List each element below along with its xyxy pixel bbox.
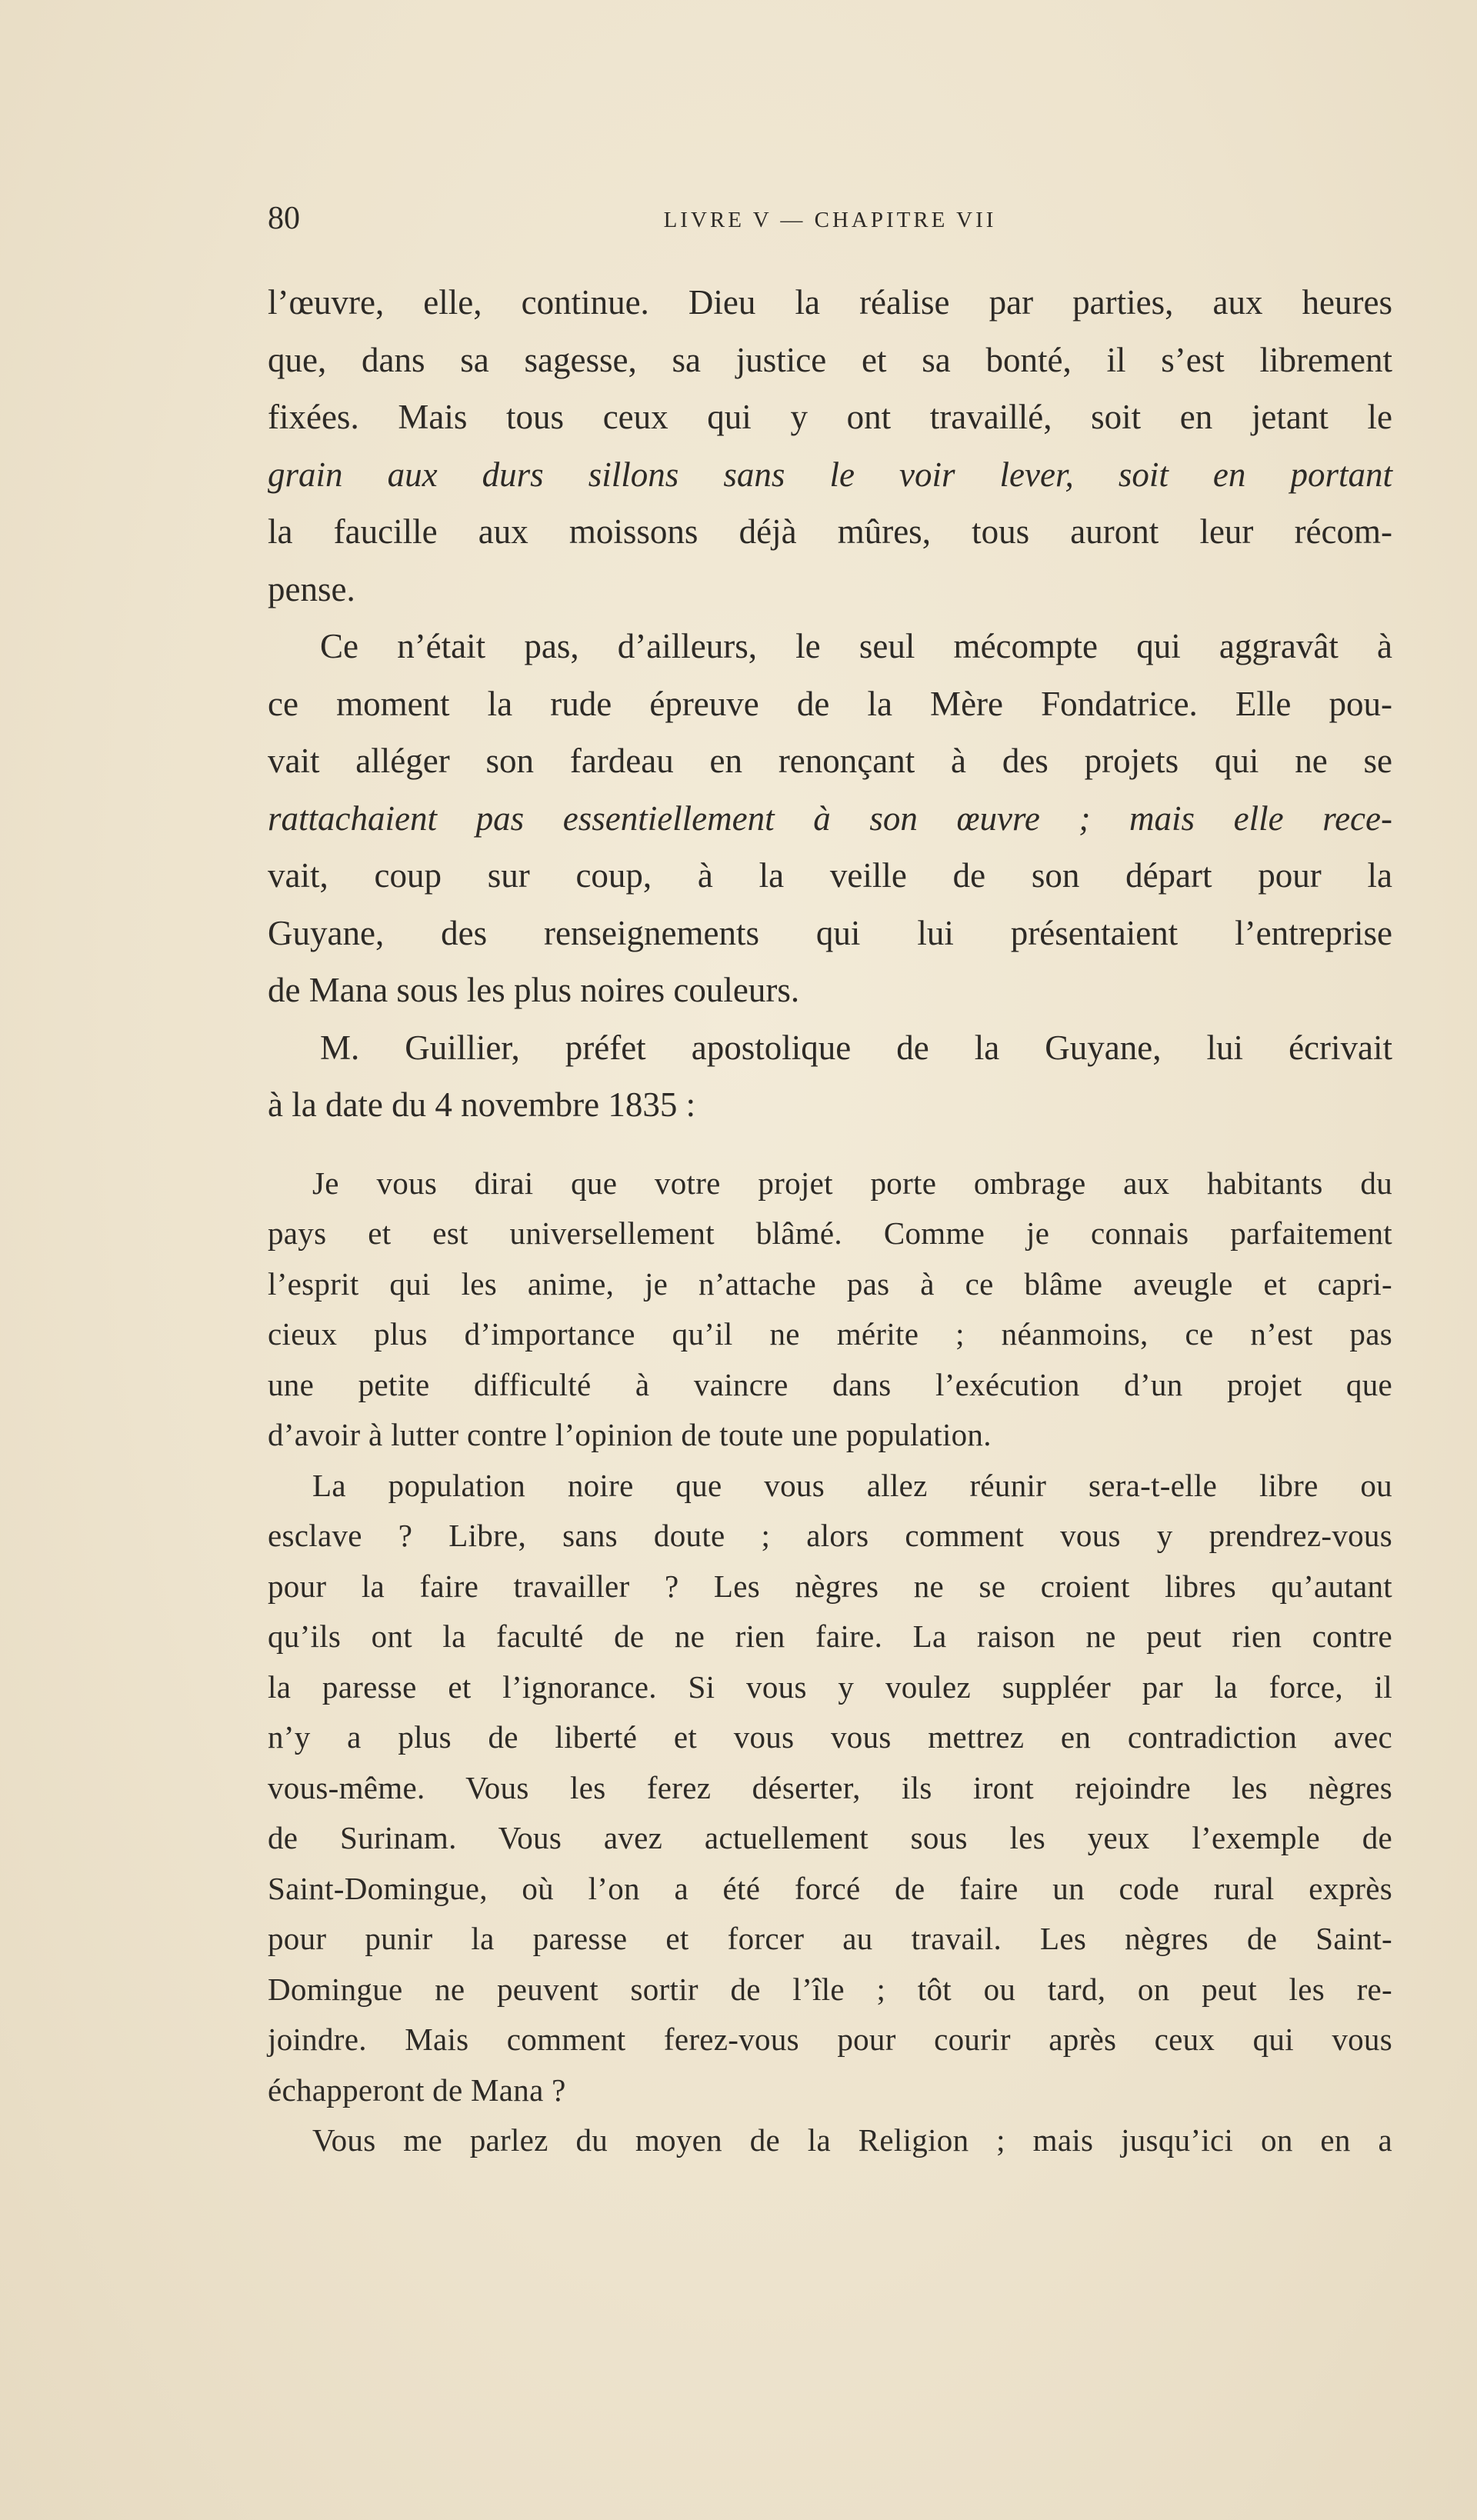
quoted-letter [268,1158,1392,2166]
page-number: 80 [268,201,300,236]
text-line: M. Guillier, préfet apostolique de la Guyane, lui écrivait [320,1028,1392,1067]
text-line: Je vous dirai que votre projet porte ombrage aux habitants du [312,1165,1392,1201]
text-line: la paresse et l’ignorance. Si vous y voulez suppléer par la force, il [268,1668,1392,1705]
quote-paragraph [268,1158,1392,1461]
running-head: LIVRE V — CHAPITRE VII [663,208,997,232]
text-line: Vous me parlez du moyen de la Religion ; mais jusqu’ici on en a [312,2122,1392,2158]
text-line: vait alléger son fardeau en renonçant à des projets qui ne se [268,742,1392,780]
text-line: l’œuvre, elle, continue. Dieu la réalise par parties, aux heures [268,283,1392,322]
text-line: Ce n’était pas, d’ailleurs, le seul mécompte qui aggravât à [320,627,1392,665]
text-line: la faucille aux moissons déjà mûres, tous auront leur récom- [268,512,1392,551]
paragraph [268,1019,1392,1134]
text-line: ce moment la rude épreuve de la Mère Fondatrice. Elle pou- [268,684,1392,723]
text-line: pays et est universellement blâmé. Comme je connais parfaitement [268,1215,1392,1251]
text-line: que, dans sa sagesse, sa justice et sa bonté, il s’est librement [268,340,1392,379]
text-line: rattachaient pas essentiellement à son œuvre ; mais elle rece- [268,798,1392,838]
text-line: joindre. Mais comment ferez-vous pour courir après ceux qui vous [268,2022,1392,2057]
text-line: Domingue ne peuvent sortir de l’île ; tôt ou tard, on peut les re- [268,1971,1392,2007]
text-line: une petite difficulté à vaincre dans l’exécution d’un projet que [268,1366,1392,1402]
quote-paragraph [268,2115,1392,2166]
text-line: Saint-Domingue, où l’on a été forcé de faire un code rural exprès [268,1870,1392,1906]
text-line: pense. [268,569,355,608]
page-header [268,200,1392,246]
page-body [268,274,1392,2166]
quote-paragraph [268,1461,1392,2116]
text-line: à la date du 4 novembre 1835 : [268,1085,696,1124]
text-line: fixées. Mais tous ceux qui y ont travaillé, soit en jetant le [268,398,1392,436]
text-line: grain aux durs sillons sans le voir lever, soit en portant [268,455,1392,494]
text-line: de Surinam. Vous avez actuellement sous les yeux l’exemple de [268,1820,1392,1855]
text-line: pour la faire travailler ? Les nègres ne se croient libres qu’autant [268,1568,1392,1604]
text-line: n’y a plus de liberté et vous vous mettrez en contradiction avec [268,1719,1392,1755]
text-line: l’esprit qui les anime, je n’attache pas à ce blâme aveugle et capri- [268,1265,1392,1302]
text-line: qu’ils ont la faculté de ne rien faire. La raison ne peut rien contre [268,1618,1392,1654]
text-line: esclave ? Libre, sans doute ; alors comment vous y prendrez-vous [268,1518,1392,1553]
text-line: Guyane, des renseignements qui lui présentaient l’entreprise [268,913,1392,952]
text-line: de Mana sous les plus noires couleurs. [268,971,800,1009]
text-line: La population noire que vous allez réunir sera-t-elle libre ou [312,1467,1392,1503]
paragraph [268,618,1392,1019]
text-line: d’avoir à lutter contre l’opinion de toute une population. [268,1417,992,1452]
text-line: cieux plus d’importance qu’il ne mérite ; néanmoins, ce n’est pas [268,1316,1392,1352]
paragraph [268,274,1392,618]
text-line: échapperont de Mana ? [268,2072,566,2108]
text-line: pour punir la paresse et forcer au travail. Les nègres de Saint- [268,1921,1392,1956]
text-line: vous-même. Vous les ferez déserter, ils iront rejoindre les nègres [268,1769,1392,1805]
text-line: vait, coup sur coup, à la veille de son départ pour la [268,856,1392,895]
